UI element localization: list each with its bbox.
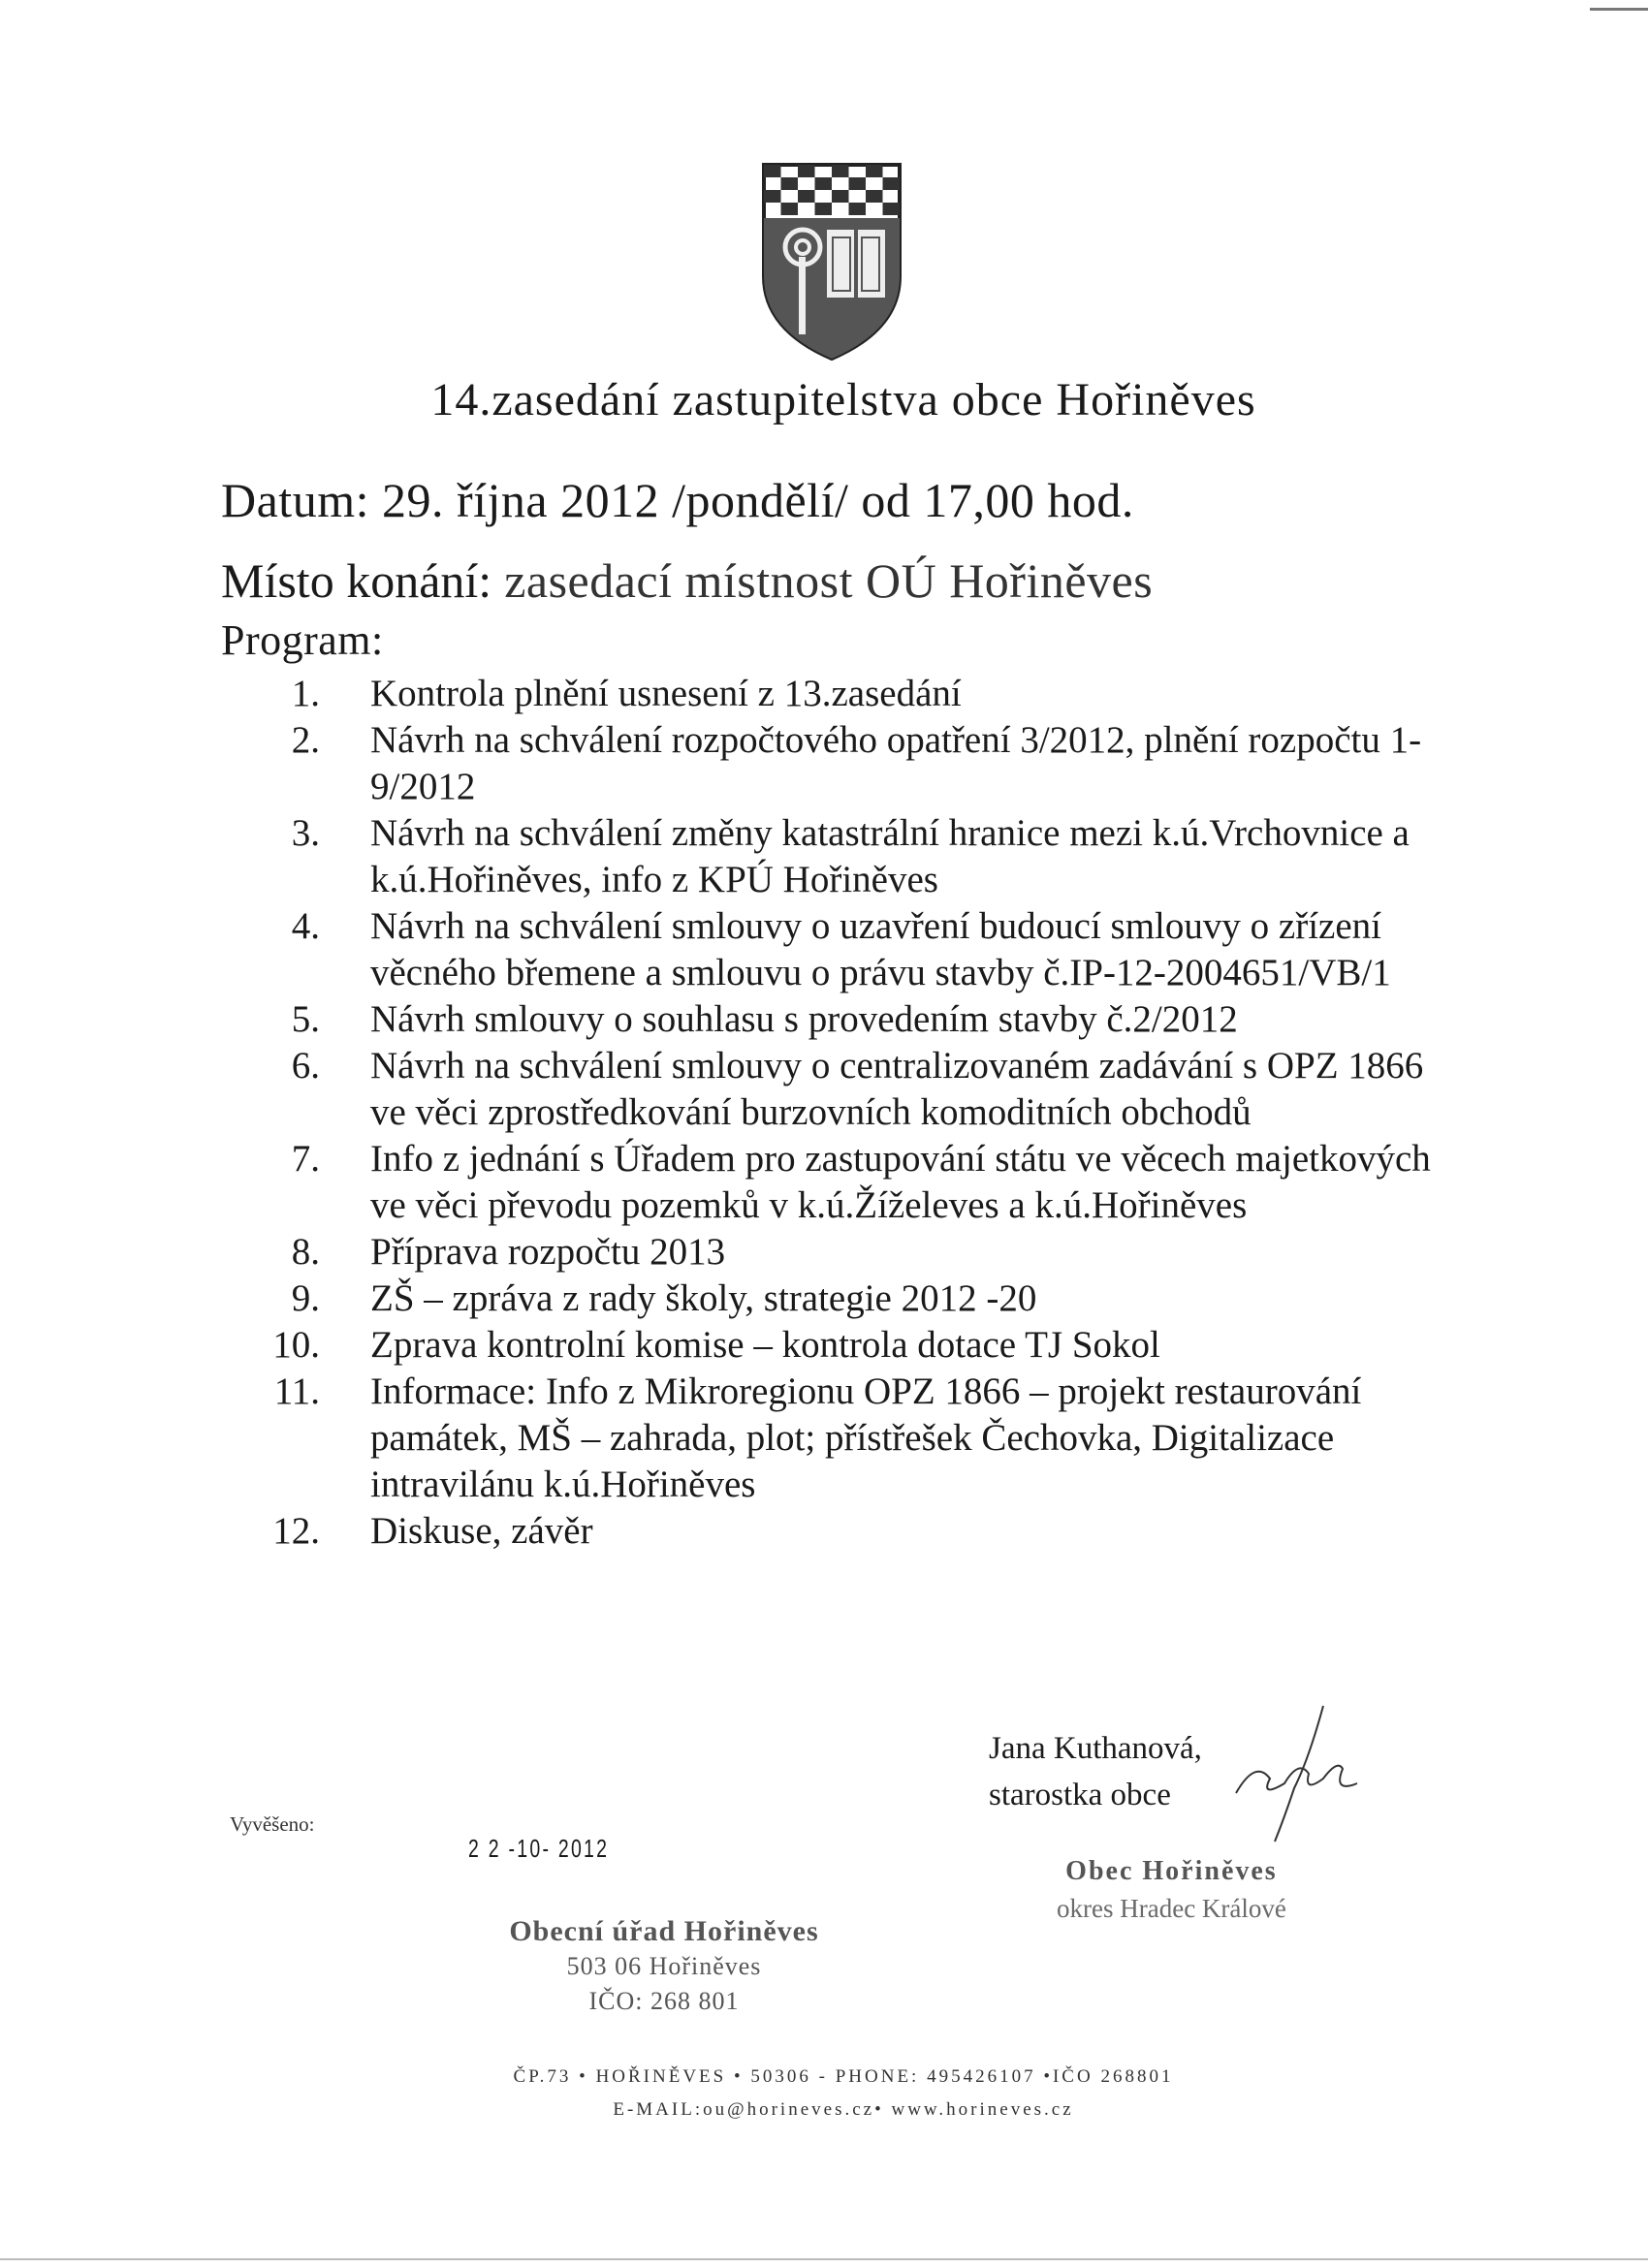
posting-label: Vyvěšeno: — [230, 1812, 315, 1836]
footer-web-line: E-MAIL:ou@horineves.cz• www.horineves.cz — [613, 2099, 1074, 2120]
agenda-item — [262, 810, 1464, 903]
agenda-item-number: 5. — [291, 998, 320, 1040]
agenda-item-number: 7. — [291, 1138, 320, 1180]
signature-block — [989, 1725, 1202, 1818]
agenda-item-text: Příprava rozpočtu 2013 — [370, 1231, 726, 1273]
signer-role: starostka obce — [989, 1778, 1171, 1812]
agenda-item — [262, 717, 1464, 810]
agenda-item-number: 4. — [291, 905, 320, 947]
agenda-item-text: Návrh na schválení rozpočtového opatření 3/2012, plnění rozpočtu 1-9/2012 — [370, 719, 1422, 807]
document-title: 14.zasedání zastupitelstva obce Hořiněves — [430, 374, 1256, 425]
agenda-item — [262, 903, 1464, 996]
agenda-item — [262, 671, 1464, 717]
agenda-item-text: Návrh smlouvy o souhlasu s provedením stavby č.2/2012 — [370, 998, 1238, 1040]
agenda-item-text: Návrh na schválení změny katastrální hranice mezi k.ú.Vrchovnice a k.ú.Hořiněves, info z KPÚ Hořiněves — [370, 812, 1410, 900]
handwritten-signature-icon — [1217, 1701, 1362, 1846]
agenda-item-number: 3. — [291, 812, 320, 854]
agenda-item — [262, 1229, 1464, 1276]
municipality-stamp — [1057, 1853, 1286, 1927]
office-stamp — [494, 1914, 834, 2019]
agenda-item-number: 1. — [291, 673, 320, 714]
agenda-item-number: 12. — [272, 1510, 320, 1552]
meeting-place-label: Místo konání: — [221, 553, 492, 608]
agenda-item — [262, 1369, 1464, 1508]
program-heading: Program: — [221, 616, 384, 664]
agenda-item-text: ZŠ – zpráva z rady školy, strategie 2012 -20 — [370, 1277, 1037, 1319]
agenda-item-text: Kontrola plnění usnesení z 13.zasedání — [370, 673, 962, 714]
agenda-item — [262, 1322, 1464, 1369]
meeting-date: Datum: 29. října 2012 /pondělí/ od 17,00 hod. — [221, 473, 1134, 527]
agenda-item-text: Info z jednání s Úřadem pro zastupování státu ve věcech majetkových ve věci převodu pozemků v k.ú.Žíželeves a k.ú.Hořiněves — [370, 1138, 1431, 1226]
scan-bottom-edge — [0, 2258, 1648, 2260]
office-stamp-name: Obecní úřad Hořiněves — [509, 1915, 819, 1947]
posting-date-stamp: 2 2 -10- 2012 — [468, 1834, 610, 1863]
agenda-item — [262, 1276, 1464, 1322]
stamp-district: okres Hradec Králové — [1057, 1894, 1286, 1923]
coat-of-arms-icon — [759, 160, 904, 363]
agenda-item-text: Diskuse, závěr — [370, 1510, 593, 1552]
agenda-item-number: 2. — [291, 719, 320, 761]
meeting-place — [221, 552, 1153, 609]
agenda-item-number: 10. — [272, 1324, 320, 1366]
scan-edge-mark — [1590, 8, 1648, 11]
agenda-item-text: Návrh na schválení smlouvy o uzavření budoucí smlouvy o zřízení věcného břemene a smlouvu o právu stavby č.IP-12-2004651/VB/1 — [370, 905, 1391, 993]
agenda-item — [262, 1043, 1464, 1136]
signer-name: Jana Kuthanová, — [989, 1731, 1202, 1766]
office-stamp-ico: IČO: 268 801 — [588, 1987, 740, 2015]
agenda-item-number: 6. — [291, 1045, 320, 1087]
agenda-item — [262, 1508, 1464, 1555]
meeting-place-value: zasedací místnost OÚ Hořiněves — [491, 553, 1154, 608]
agenda-list — [262, 671, 1464, 1555]
footer-contact-line: ČP.73 • HOŘINĚVES • 50306 - PHONE: 495426107 •IČO 268801 — [513, 2066, 1174, 2087]
agenda-item-number: 11. — [273, 1370, 320, 1412]
stamp-municipality-name: Obec Hořiněves — [1065, 1856, 1278, 1886]
agenda-item-text: Návrh na schválení smlouvy o centralizovaném zadávání s OPZ 1866 ve věci zprostředkování burzovních komoditních obchodů — [370, 1045, 1424, 1133]
agenda-item-text: Zprava kontrolní komise – kontrola dotace TJ Sokol — [370, 1324, 1160, 1366]
agenda-item — [262, 996, 1464, 1043]
agenda-item-number: 9. — [291, 1277, 320, 1319]
office-stamp-address: 503 06 Hořiněves — [566, 1952, 762, 1980]
agenda-item-number: 8. — [291, 1231, 320, 1273]
agenda-item — [262, 1136, 1464, 1229]
agenda-item-text: Informace: Info z Mikroregionu OPZ 1866 – projekt restaurování památek, MŠ – zahrada, plot; přístřešek Čechovka, Digitalizace intravilánu k.ú.Hořiněves — [370, 1370, 1362, 1505]
